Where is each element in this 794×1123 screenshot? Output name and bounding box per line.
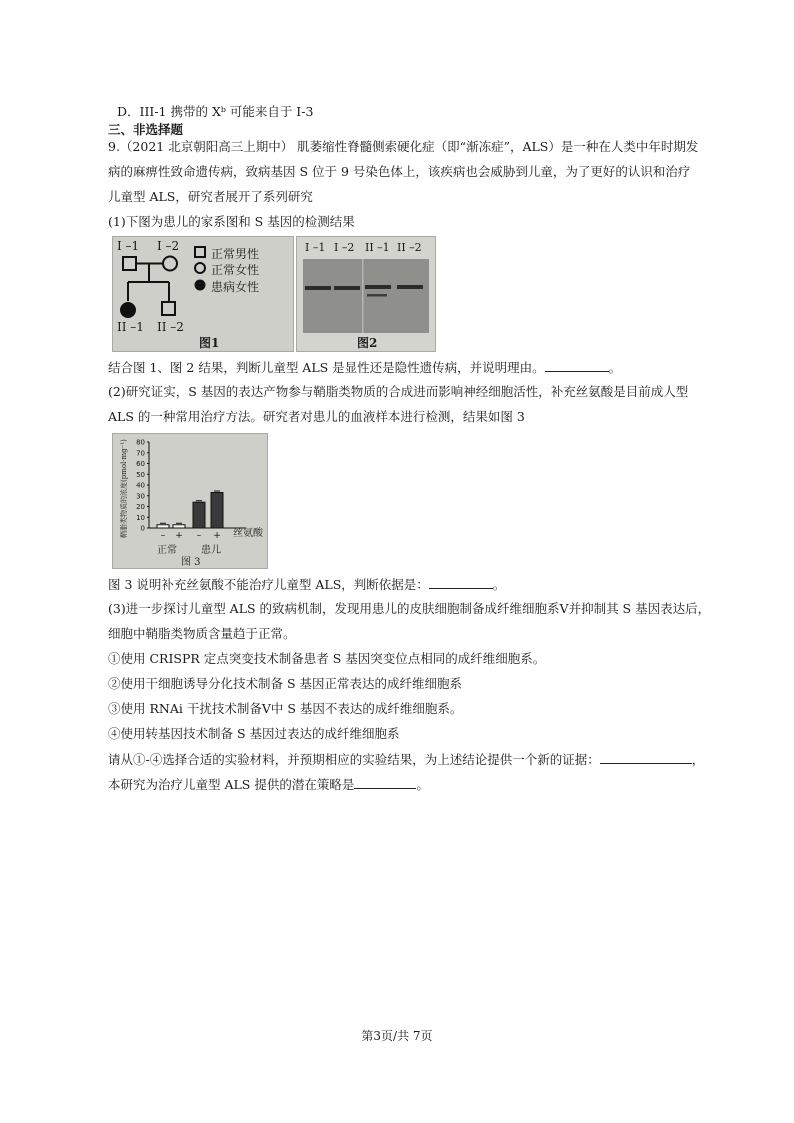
legend-affected-icon — [195, 280, 206, 291]
q9-intro-3: 儿童型 ALS，研究者展开了系列研究 — [108, 189, 313, 204]
pedigree-label-i2: I –2 — [157, 239, 180, 253]
y-tick-label: 30 — [136, 492, 145, 501]
q9-intro-1: 9.（2021 北京朝阳高三上期中） 肌萎缩性脊髓侧索硬化症（即“渐冻症”，ALS）是一种在人类中年时期发 — [108, 139, 699, 154]
legend-female-icon — [195, 263, 205, 273]
y-tick-label: 0 — [140, 524, 145, 533]
option-d: D．III-1 携带的 Xᵇ 可能来自于 I-3 — [117, 104, 314, 119]
pedigree-label-ii2: II –2 — [157, 320, 184, 334]
legend-normal-female: 正常女性 — [211, 263, 260, 277]
bar — [193, 502, 205, 528]
answer-blank-4[interactable] — [354, 776, 416, 789]
treatment-sign: + — [213, 531, 221, 541]
y-tick-label: 80 — [136, 438, 145, 447]
q9-part2-question: 图 3 说明补充丝氨酸不能治疗儿童型 ALS，判断依据是： 。 — [108, 577, 506, 592]
i2-female-symbol — [163, 257, 177, 271]
y-tick-label: 20 — [136, 503, 145, 511]
gel-band-lane3-upper — [365, 285, 391, 289]
answer-blank-1[interactable] — [545, 359, 609, 372]
bar — [211, 493, 223, 528]
page-footer: 第3页/共 7页 — [361, 1029, 433, 1043]
q9-part1-title: (1)下图为患儿的家系图和 S 基因的检测结果 — [108, 214, 355, 229]
q9-part3-question: 请从①-④选择合适的实验材料，并预期相应的实验结果，为上述结论提供一个新的证据： ， — [108, 752, 705, 767]
q9-option-4: ④使用转基因技术制备 S 基因过表达的成纤维细胞系 — [108, 726, 400, 741]
y-tick-label: 40 — [136, 481, 145, 490]
y-tick-label: 50 — [136, 470, 145, 479]
treatment-sign: – — [196, 531, 202, 541]
q9-part3-line2: 细胞中鞘脂类物质含量趋于正常。 — [108, 626, 296, 641]
y-tick-label: 60 — [136, 460, 145, 468]
bar-chart-svg — [113, 434, 267, 568]
legend-affected-female: 患病女性 — [211, 280, 260, 294]
gel-band-lane4 — [397, 285, 423, 289]
figure3-chart — [112, 433, 268, 569]
q9-part3-last: 本研究为治疗儿童型 ALS 提供的潜在策略是 。 — [108, 777, 429, 792]
gel-lane-label-1: I –1 — [305, 241, 326, 254]
q9-part3-line1: (3)进一步探讨儿童型 ALS 的致病机制，发现用患儿的皮肤细胞制备成纤维细胞系V并抑制其 S 基因表达后， — [108, 601, 711, 616]
pedigree-figure — [112, 236, 294, 352]
ii1-affected-female-symbol — [120, 302, 136, 318]
i1-male-symbol — [123, 257, 136, 270]
treatment-sign: + — [175, 531, 183, 541]
figure1-caption: 图1 — [199, 336, 220, 350]
q9-part2-line1: (2)研究证实，S 基因的表达产物参与鞘脂类物质的合成进而影响神经细胞活性，补充丝氨酸是目前成人型 — [108, 384, 689, 399]
y-axis-label: 鞘脂类物质的浓度(pmol·mg⁻¹) — [120, 439, 128, 538]
gel-figure — [296, 236, 436, 352]
y-tick-label: 10 — [136, 513, 145, 522]
figure3-caption: 图 3 — [181, 557, 201, 568]
bar — [173, 525, 185, 528]
bar — [157, 525, 169, 528]
q9-option-2: ②使用干细胞诱导分化技术制备 S 基因正常表达的成纤维细胞系 — [108, 676, 463, 691]
legend-normal-male: 正常男性 — [211, 247, 260, 261]
y-tick-label: 70 — [136, 449, 145, 458]
gel-band-lane2 — [334, 286, 360, 290]
legend-male-icon — [195, 247, 205, 257]
answer-blank-2[interactable] — [429, 576, 493, 589]
q9-part2-line2: ALS 的一种常用治疗方法。研究者对患儿的血液样本进行检测，结果如图 3 — [108, 409, 525, 424]
treatment-sign: – — [160, 531, 166, 541]
pedigree-label-ii1: II –1 — [117, 320, 144, 334]
gel-lane-label-2: I –2 — [334, 241, 355, 254]
x-axis-label: 丝氨酸 — [233, 528, 263, 539]
ii2-male-symbol — [162, 302, 175, 315]
gel-lane-label-4: II –2 — [397, 241, 422, 254]
group-label-normal: 正常 — [157, 545, 177, 556]
figure2-caption: 图2 — [357, 336, 378, 350]
section-title: 三、非选择题 — [108, 122, 184, 137]
gel-band-lane3-lower — [367, 294, 387, 297]
pedigree-label-i1: I –1 — [117, 239, 140, 253]
q9-intro-2: 病的麻痹性致命遗传病，致病基因 S 位于 9 号染色体上，该疾病也会威胁到儿童，为了更好的认识和治疗 — [108, 164, 691, 179]
q9-option-1: ①使用 CRISPR 定点突变技术制备患者 S 基因突变位点相同的成纤维细胞系。 — [108, 651, 546, 666]
gel-band-lane1 — [305, 286, 331, 290]
group-label-patient: 患儿 — [201, 545, 221, 556]
q9-part1-question: 结合图 1、图 2 结果，判断儿童型 ALS 是显性还是隐性遗传病，并说明理由。 。 — [108, 360, 622, 375]
answer-blank-3[interactable] — [600, 751, 692, 764]
q9-option-3: ③使用 RNAi 干扰技术制备V中 S 基因不表达的成纤维细胞系。 — [108, 701, 463, 716]
gel-lane-label-3: II –1 — [365, 241, 390, 254]
